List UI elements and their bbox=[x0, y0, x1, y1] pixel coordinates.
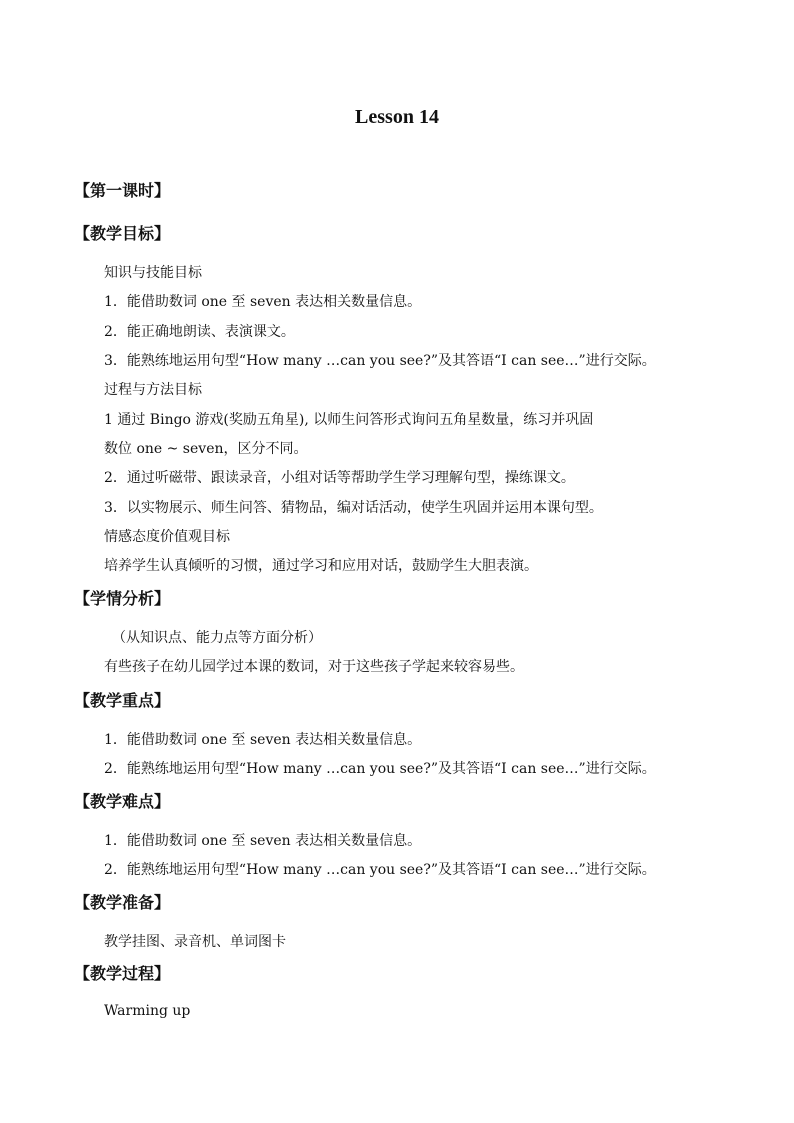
knowledge-item-3: 3．能熟练地运用句型“How many …can you see?”及其答语“I can see…”进行交际。 bbox=[104, 353, 656, 369]
process-item-1: 1 通过 Bingo 游戏(奖励五角星), 以师生问答形式询问五角星数量，练习并巩固 bbox=[104, 412, 594, 428]
analysis-text: 有些孩子在幼儿园学过本课的数词，对于这些孩子学起来较容易些。 bbox=[104, 659, 524, 675]
difficult-point-1: 1．能借助数词 one 至 seven 表达相关数量信息。 bbox=[104, 833, 422, 849]
section-heading-student-analysis: 【学情分析】 bbox=[74, 589, 171, 608]
subheading-emotion-goals: 情感态度价值观目标 bbox=[104, 529, 230, 545]
subheading-knowledge-goals: 知识与技能目标 bbox=[104, 265, 202, 281]
section-heading-key-points: 【教学重点】 bbox=[74, 691, 171, 710]
section-heading-teaching-process: 【教学过程】 bbox=[74, 964, 171, 983]
section-heading-preparation: 【教学准备】 bbox=[74, 893, 171, 912]
subheading-process-goals: 过程与方法目标 bbox=[104, 382, 202, 398]
key-point-2: 2．能熟练地运用句型“How many …can you see?”及其答语“I can see…”进行交际。 bbox=[104, 761, 656, 777]
section-heading-first-lesson: 【第一课时】 bbox=[74, 181, 171, 200]
process-item-1-continued: 数位 one ~ seven，区分不同。 bbox=[104, 441, 308, 457]
emotion-item-1: 培养学生认真倾听的习惯，通过学习和应用对话，鼓励学生大胆表演。 bbox=[104, 558, 538, 574]
page-title: Lesson 14 bbox=[355, 106, 439, 128]
process-item-3: 3．以实物展示、师生问答、猜物品，编对话活动，使学生巩固并运用本课句型。 bbox=[104, 500, 603, 516]
section-heading-teaching-goals: 【教学目标】 bbox=[74, 224, 171, 243]
preparation-text: 教学挂图、录音机、单词图卡 bbox=[104, 934, 286, 950]
process-item-2: 2．通过听磁带、跟读录音，小组对话等帮助学生学习理解句型，操练课文。 bbox=[104, 470, 575, 486]
knowledge-item-2: 2．能正确地朗读、表演课文。 bbox=[104, 324, 295, 340]
section-heading-difficult-points: 【教学难点】 bbox=[74, 792, 171, 811]
knowledge-item-1: 1．能借助数词 one 至 seven 表达相关数量信息。 bbox=[104, 294, 422, 310]
analysis-note: （从知识点、能力点等方面分析） bbox=[112, 630, 322, 646]
key-point-1: 1．能借助数词 one 至 seven 表达相关数量信息。 bbox=[104, 732, 422, 748]
difficult-point-2: 2．能熟练地运用句型“How many …can you see?”及其答语“I can see…”进行交际。 bbox=[104, 862, 656, 878]
warming-up-text: Warming up bbox=[104, 1003, 191, 1019]
